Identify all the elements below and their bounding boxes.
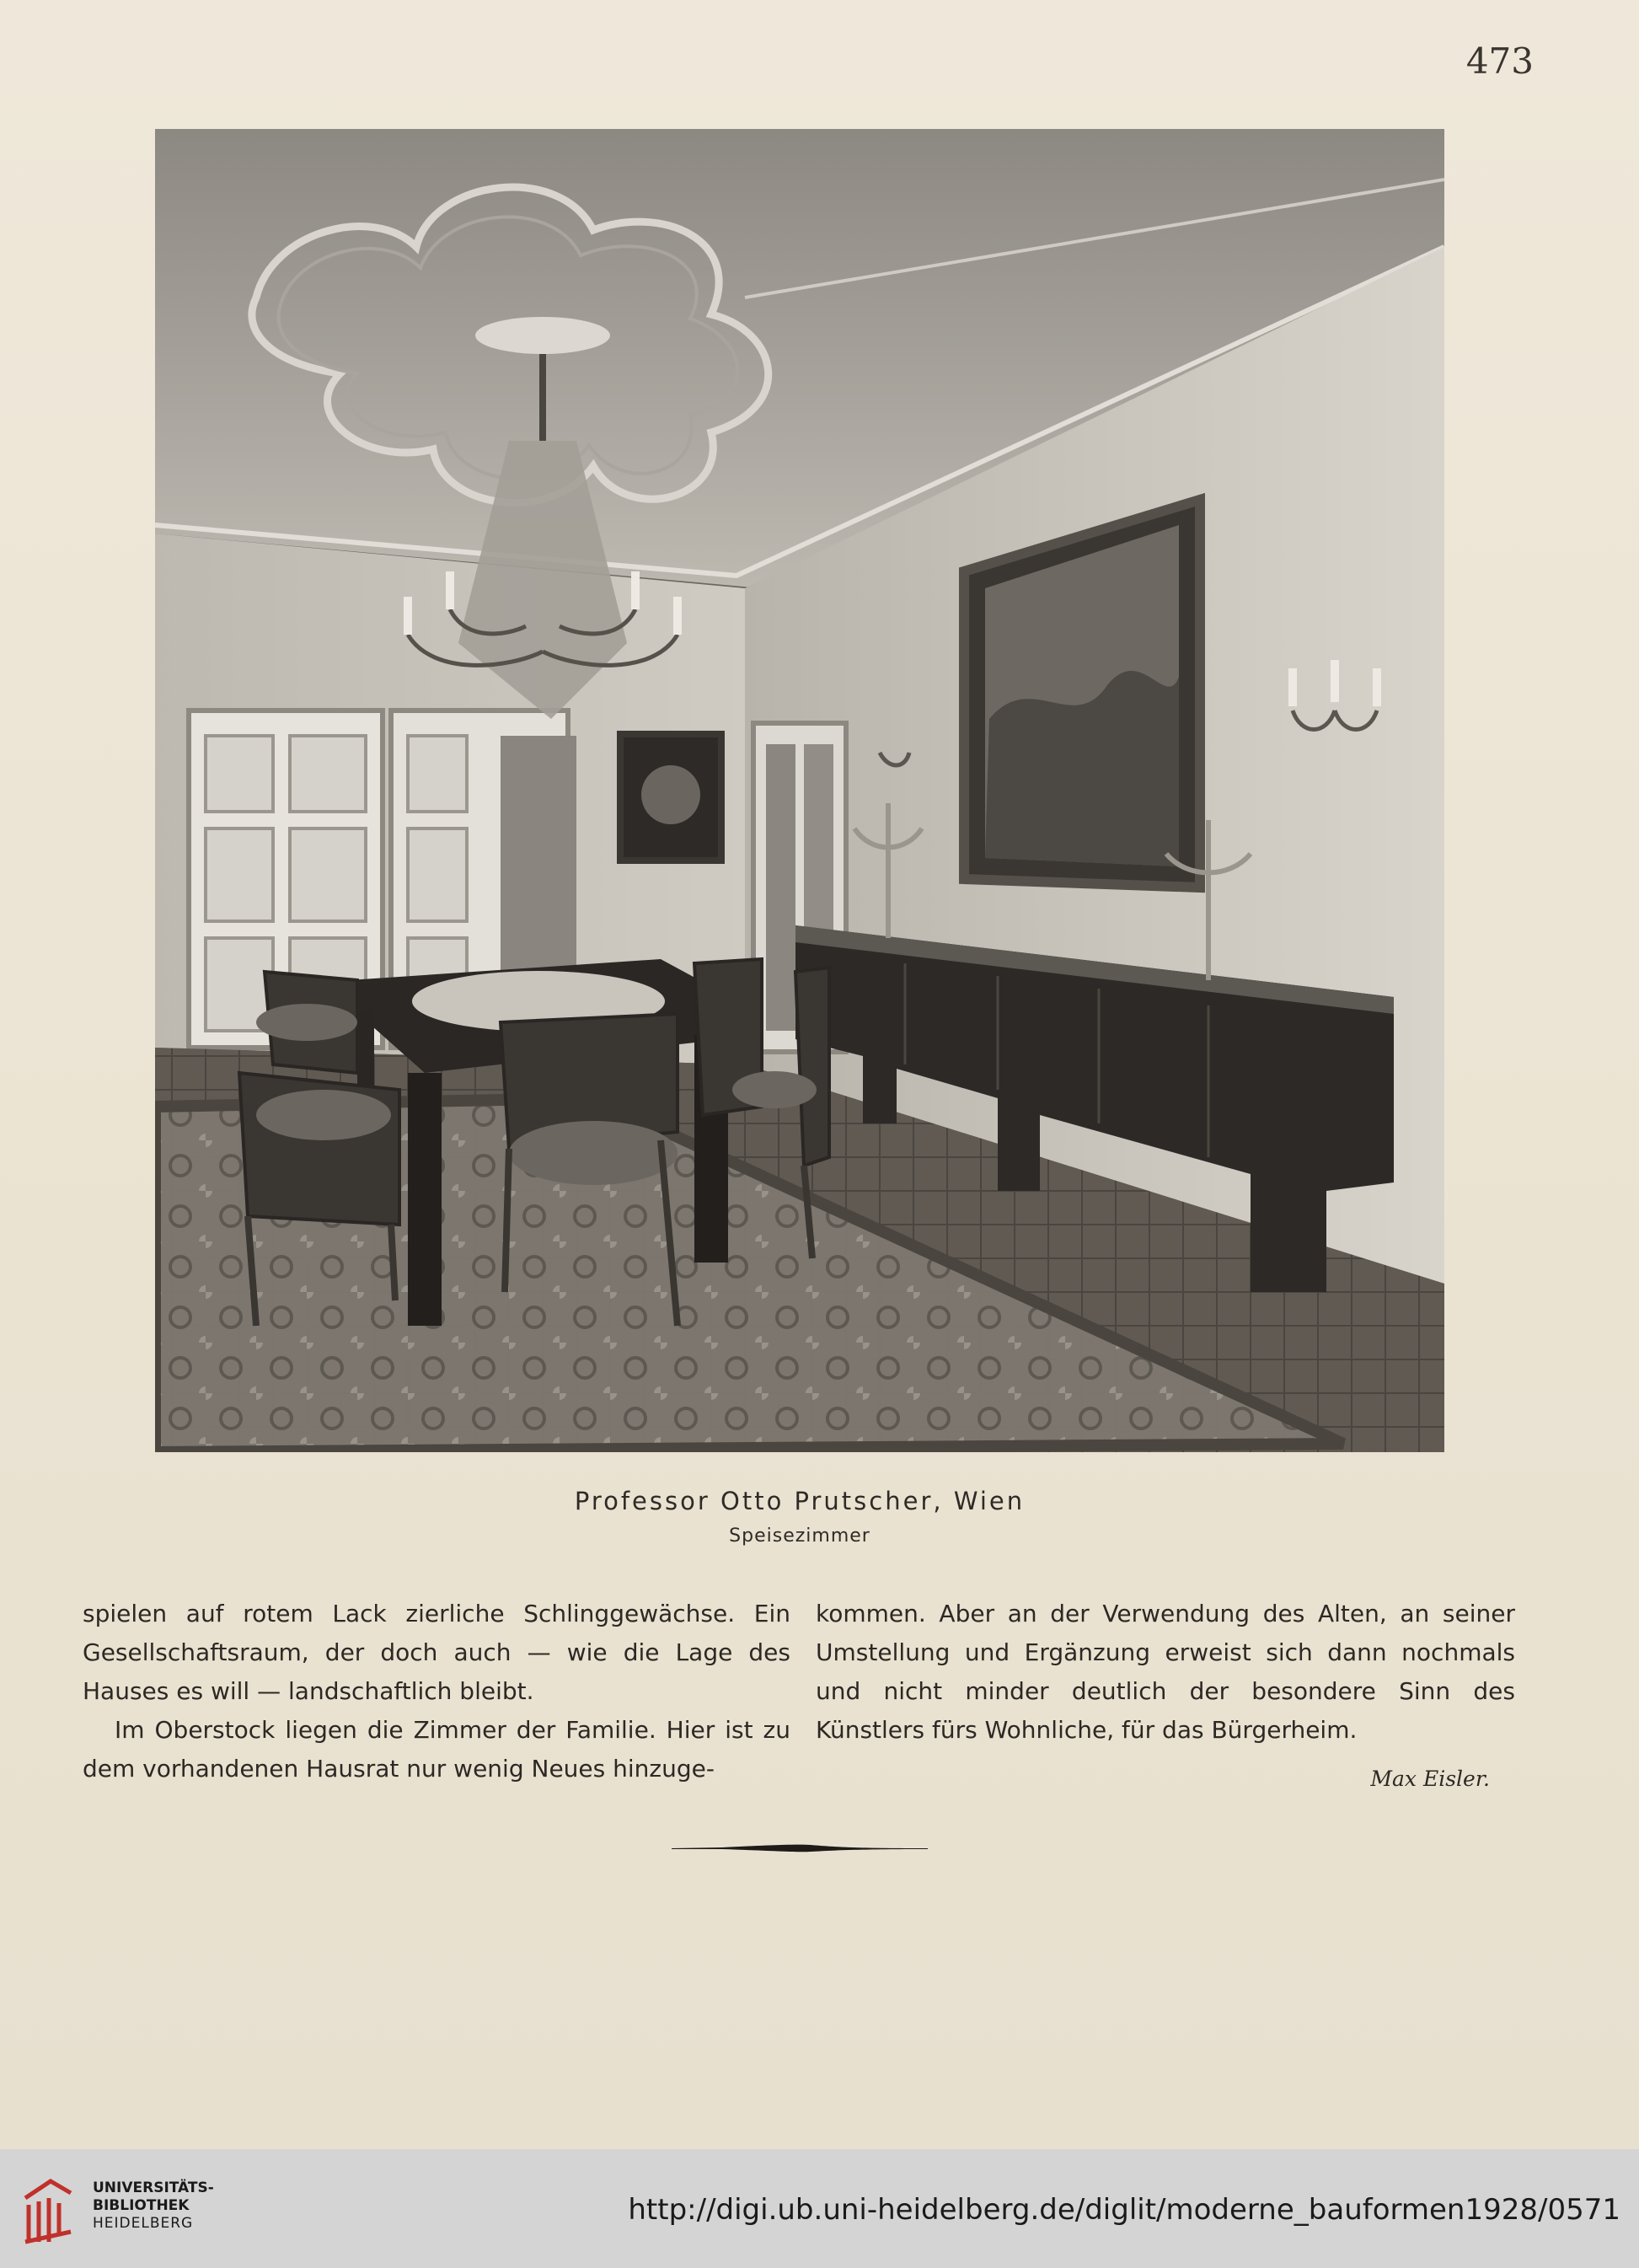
text-column-right <box>816 1595 1515 1750</box>
library-name-line: UNIVERSITÄTS- <box>93 2180 214 2196</box>
figure-caption-title: Professor Otto Prutscher, Wien <box>574 1487 1026 1515</box>
page-number: 473 <box>1465 40 1534 82</box>
library-name <box>93 2180 214 2233</box>
paragraph: kommen. Aber an der Verwendung des Alten, an seiner Umstellung und Ergänzung erweist sich dann nochmals und nicht minder deutlich der besondere Sinn des Künstlers fürs Wohnliche, für das Bürgerheim. <box>816 1600 1515 1744</box>
author-signature: Max Eisler. <box>1370 1767 1490 1791</box>
ub-heidelberg-logo-icon[interactable] <box>17 2173 79 2250</box>
permalink-url[interactable]: http://digi.ub.uni-heidelberg.de/diglit/moderne_bauformen1928/0571 <box>628 2193 1620 2227</box>
end-ornament-divider <box>672 1842 928 1858</box>
paragraph: Im Oberstock liegen die Zimmer der Familie. Hier ist zu dem vorhandenen Hausrat nur wenig Neues hinzuge- <box>83 1716 790 1783</box>
library-name-line: HEIDELBERG <box>93 2215 194 2232</box>
library-name-line: BIBLIOTHEK <box>93 2197 190 2214</box>
library-footer <box>0 2149 1639 2268</box>
paragraph: spielen auf rotem Lack zierliche Schlinggewächse. Ein Gesellschaftsraum, der doch auch — wie die Lage des Hauses es will — landschaftlich bleibt. <box>83 1600 790 1705</box>
dining-room-photograph <box>155 129 1444 1452</box>
text-column-left <box>83 1595 790 1788</box>
figure-caption-subtitle: Speisezimmer <box>729 1525 870 1547</box>
